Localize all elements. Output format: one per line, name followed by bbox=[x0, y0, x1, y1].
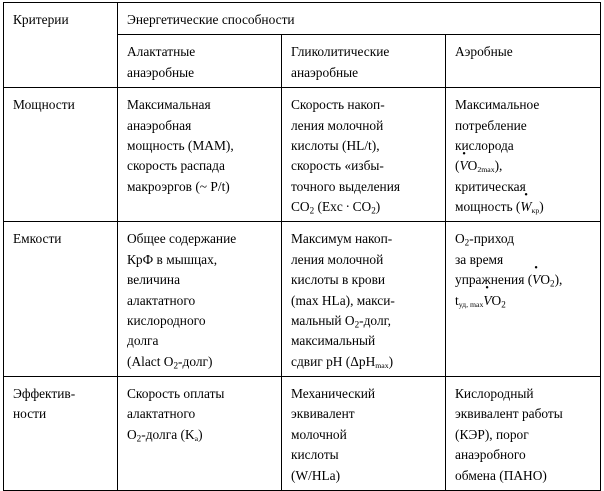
text-line: (max HLa), макси- bbox=[291, 292, 395, 308]
text-line-formula-ka: $O_2$-долга $(K_а)$ bbox=[127, 426, 203, 444]
table-header-row-1 bbox=[4, 3, 601, 35]
header-criteria: Критерии bbox=[4, 3, 118, 88]
cell-efficiency-alactic bbox=[118, 377, 282, 491]
text-line: кислородного bbox=[127, 312, 206, 328]
text-line: анаэробного bbox=[455, 447, 526, 463]
text-line-formula-alact: (Alact $O_2-долг$) bbox=[127, 353, 213, 371]
text-line: (W/HLa) bbox=[291, 467, 341, 483]
text-line: кислоты (HL/t), bbox=[291, 137, 380, 153]
text-line-formula: макроэргов (~ P/t) bbox=[127, 178, 230, 194]
header-subcolumn-alactic bbox=[118, 35, 282, 88]
text-line-formula-vo2: упражнения (· $VO_2$), bbox=[455, 270, 592, 290]
cell-capacity-aerobic bbox=[446, 222, 601, 377]
text-line-formula-tud: $t_{уд, max}\cdot VO_2$ bbox=[455, 291, 592, 311]
header-subcolumn-aerobic-line1: Аэробные bbox=[455, 44, 513, 60]
text-line: кислоты bbox=[291, 447, 339, 463]
text-line: ления молочной bbox=[291, 251, 384, 267]
text-line: обмена (ПАНО) bbox=[455, 467, 547, 483]
header-subcolumn-glycolytic-line2: анаэробные bbox=[291, 64, 359, 80]
text-line: мощность (МАМ), bbox=[127, 137, 234, 153]
text-line: Максимум накоп- bbox=[291, 231, 393, 247]
text-line: величина bbox=[127, 272, 181, 288]
cell-power-glycolytic bbox=[282, 88, 446, 222]
text-line: долга bbox=[127, 333, 159, 349]
header-subcolumn-alactic-line1: Алактатные bbox=[127, 44, 196, 60]
text-line: критическая bbox=[455, 178, 526, 194]
text-line: точного выделения bbox=[291, 178, 401, 194]
text-line-formula-ph: сдвиг pH (ΔpH$_{max}$) bbox=[291, 353, 394, 370]
row-criteria-efficiency bbox=[4, 377, 118, 491]
cell-power-alactic bbox=[118, 88, 282, 222]
row-criteria-power: Мощности bbox=[4, 88, 118, 222]
text-line: анаэробная bbox=[127, 117, 192, 133]
text-line: эквивалент bbox=[291, 406, 355, 422]
text-line: Скорость оплаты bbox=[127, 386, 225, 401]
text-line: Эффектив- bbox=[13, 386, 76, 401]
text-line: алактатного bbox=[127, 292, 196, 308]
text-line: кислорода bbox=[455, 137, 514, 153]
text-line: Скорость накоп- bbox=[291, 97, 385, 113]
text-line: Кислородный bbox=[455, 386, 534, 401]
text-line: потребление bbox=[455, 117, 527, 133]
header-subcolumn-alactic-line2: анаэробные bbox=[127, 64, 195, 80]
text-line: за время bbox=[455, 251, 504, 267]
table-row bbox=[4, 88, 601, 222]
text-line: алактатного bbox=[127, 406, 196, 422]
cell-power-aerobic bbox=[446, 88, 601, 222]
text-line: максимальный bbox=[291, 333, 376, 349]
text-line: Максимальное bbox=[455, 97, 540, 113]
text-line: скорость «избы- bbox=[291, 158, 384, 174]
text-line: Максимальная bbox=[127, 97, 211, 113]
cell-efficiency-aerobic bbox=[446, 377, 601, 491]
table-row bbox=[4, 377, 601, 491]
text-line: эквивалент работы bbox=[455, 406, 563, 422]
text-line-formula-co2: $CO_2$ $(Exc \cdot CO_2)$ bbox=[291, 199, 381, 216]
header-subcolumn-aerobic bbox=[446, 35, 601, 88]
text-line: молочной bbox=[291, 426, 347, 442]
text-line: Механический bbox=[291, 386, 376, 401]
text-line: Общее содержание bbox=[127, 231, 237, 247]
cell-efficiency-glycolytic bbox=[282, 377, 446, 491]
text-line: КрФ в мышцах, bbox=[127, 251, 218, 267]
header-group-energy-capabilities: Энергетические способности bbox=[118, 3, 601, 35]
row-criteria-capacity: Емкости bbox=[4, 222, 118, 377]
text-line-formula-o2debt: мальный $O_2$-долг, bbox=[291, 312, 391, 330]
table-row bbox=[4, 222, 601, 377]
text-line-formula-wcr: мощность (· $W_{кр}$) bbox=[455, 197, 592, 217]
text-line: ления молочной bbox=[291, 117, 384, 133]
text-line: ности bbox=[13, 406, 47, 422]
text-line-formula-vo2max: (· $VO_{2max}$), bbox=[455, 156, 592, 176]
text-line: (КЭР), порог bbox=[455, 426, 529, 442]
cell-capacity-alactic bbox=[118, 222, 282, 377]
cell-capacity-glycolytic bbox=[282, 222, 446, 377]
text-line-formula-o2in: $O_2$-приход bbox=[455, 231, 515, 248]
header-subcolumn-glycolytic bbox=[282, 35, 446, 88]
text-line: скорость распада bbox=[127, 158, 225, 174]
header-subcolumn-glycolytic-line1: Гликолитические bbox=[291, 44, 390, 60]
text-line: кислоты в крови bbox=[291, 272, 386, 288]
energy-capabilities-table bbox=[3, 2, 601, 491]
